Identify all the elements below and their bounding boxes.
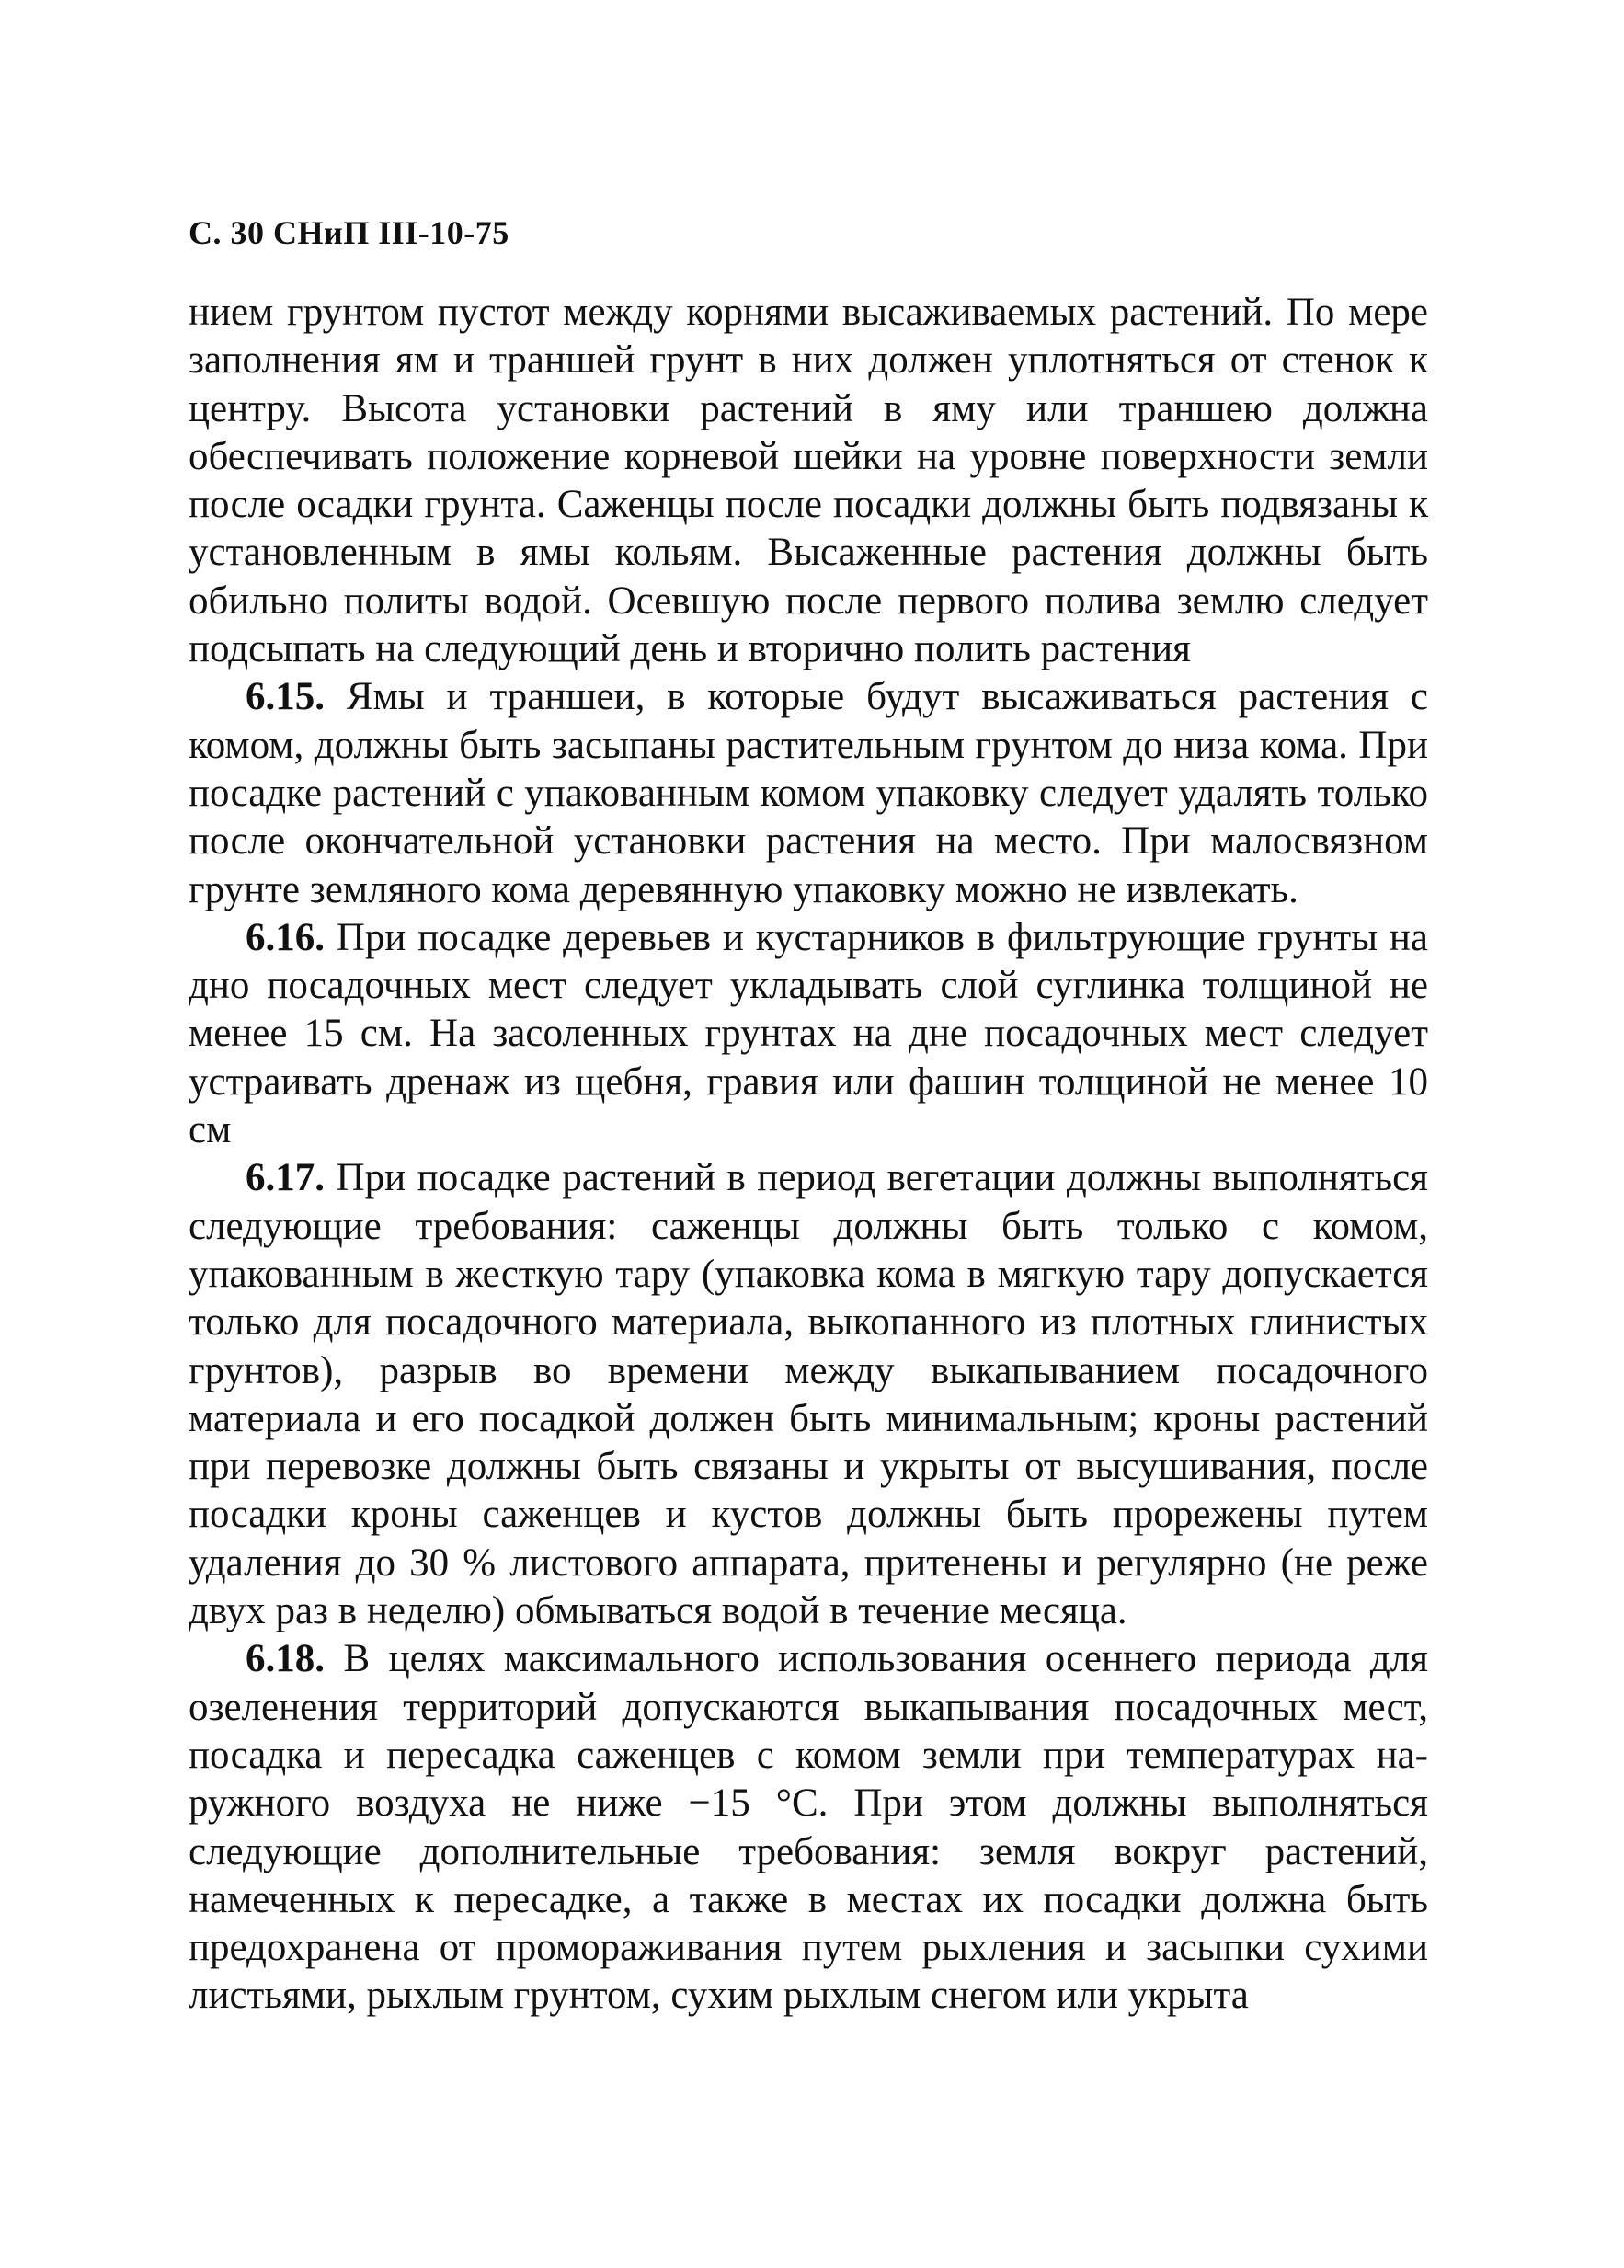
paragraph-6-17 [189, 1154, 1428, 1635]
paragraph-number: 6.18. [246, 1637, 325, 1681]
paragraph-6-15 [189, 673, 1428, 913]
paragraph-number: 6.15. [246, 675, 325, 719]
page-header: С. 30 СНиП III-10-75 [189, 214, 509, 251]
paragraph-text: В целях максимального использования осеннего периода для озеленения территорий допускаются выкапывания посадочных мест, посадка и пересадка саженцев с комом земли при температурах наружного воздуха не ниже −15 °С. При этом должны выполняться следующие дополнительные требования: земля вокруг растений, намеченных к пересадке, а также в местах их посадки должна быть предохранена от промораживания путем рыхления и засыпки сухими листьями, рыхлым грунтом, сухим рыхлым снегом или укрыта [189, 1637, 1428, 2018]
paragraph-6-16 [189, 914, 1428, 1154]
paragraph-6-18 [189, 1635, 1428, 2020]
body-text [189, 289, 1428, 2021]
paragraph-text: При посадке растений в период вегетации должны выполняться следующие требования: саженцы должны быть только с комом, упакованным в жесткую тару (упаковка кома в мягкую тару допускается только для посадочного материала, выкопанного из плотных глинистых грунтов), разрыв во времени между выкапыванием посадочного материала и его посадкой должен быть минимальным; кроны растений при перевозке должны быть связаны и укрыты от высушивания, после посадки кроны саженцев и кустов должны быть прорежены путем удаления до 30 % листового аппарата, притенены и регулярно (не реже двух раз в неделю) обмываться водой в течение месяца. [189, 1156, 1428, 1633]
paragraph-text: При посадке деревьев и кустарников в фильтрующие грунты на дно посадочных мест следует укладывать слой суглинка толщиной не менее 15 см. На засоленных грунтах на дне посадочных мест следует устраивать дренаж из щебня, гравия или фашин толщиной не менее 10 см [189, 915, 1428, 1152]
paragraph-continuation [189, 289, 1428, 673]
paragraph-number: 6.17. [246, 1156, 325, 1200]
paragraph-text: Ямы и траншеи, в которые будут высаживаться растения с комом, должны быть засыпаны растительным грунтом до низа кома. При посадке растений с упакованным комом упаковку следует удалять только после окончательной установки растения на место. При малосвязном грунте земляного кома деревянную упаковку можно не извлекать. [189, 675, 1428, 911]
paragraph-text: нием грунтом пустот между корнями высаживаемых растений. По мере заполнения ям и траншей грунт в них должен уплотняться от стенок к центру. Высота установки растений в яму или траншею должна обеспечивать положение корневой шейки на уровне поверхности земли после осадки грунта. Саженцы после посадки должны быть подвязаны к установленным в ямы кольям. Высаженные растения должны быть обильно политы водой. Осевшую после первого полива землю следует подсыпать на следующий день и вторично полить растения [189, 291, 1428, 671]
paragraph-number: 6.16. [246, 915, 325, 959]
